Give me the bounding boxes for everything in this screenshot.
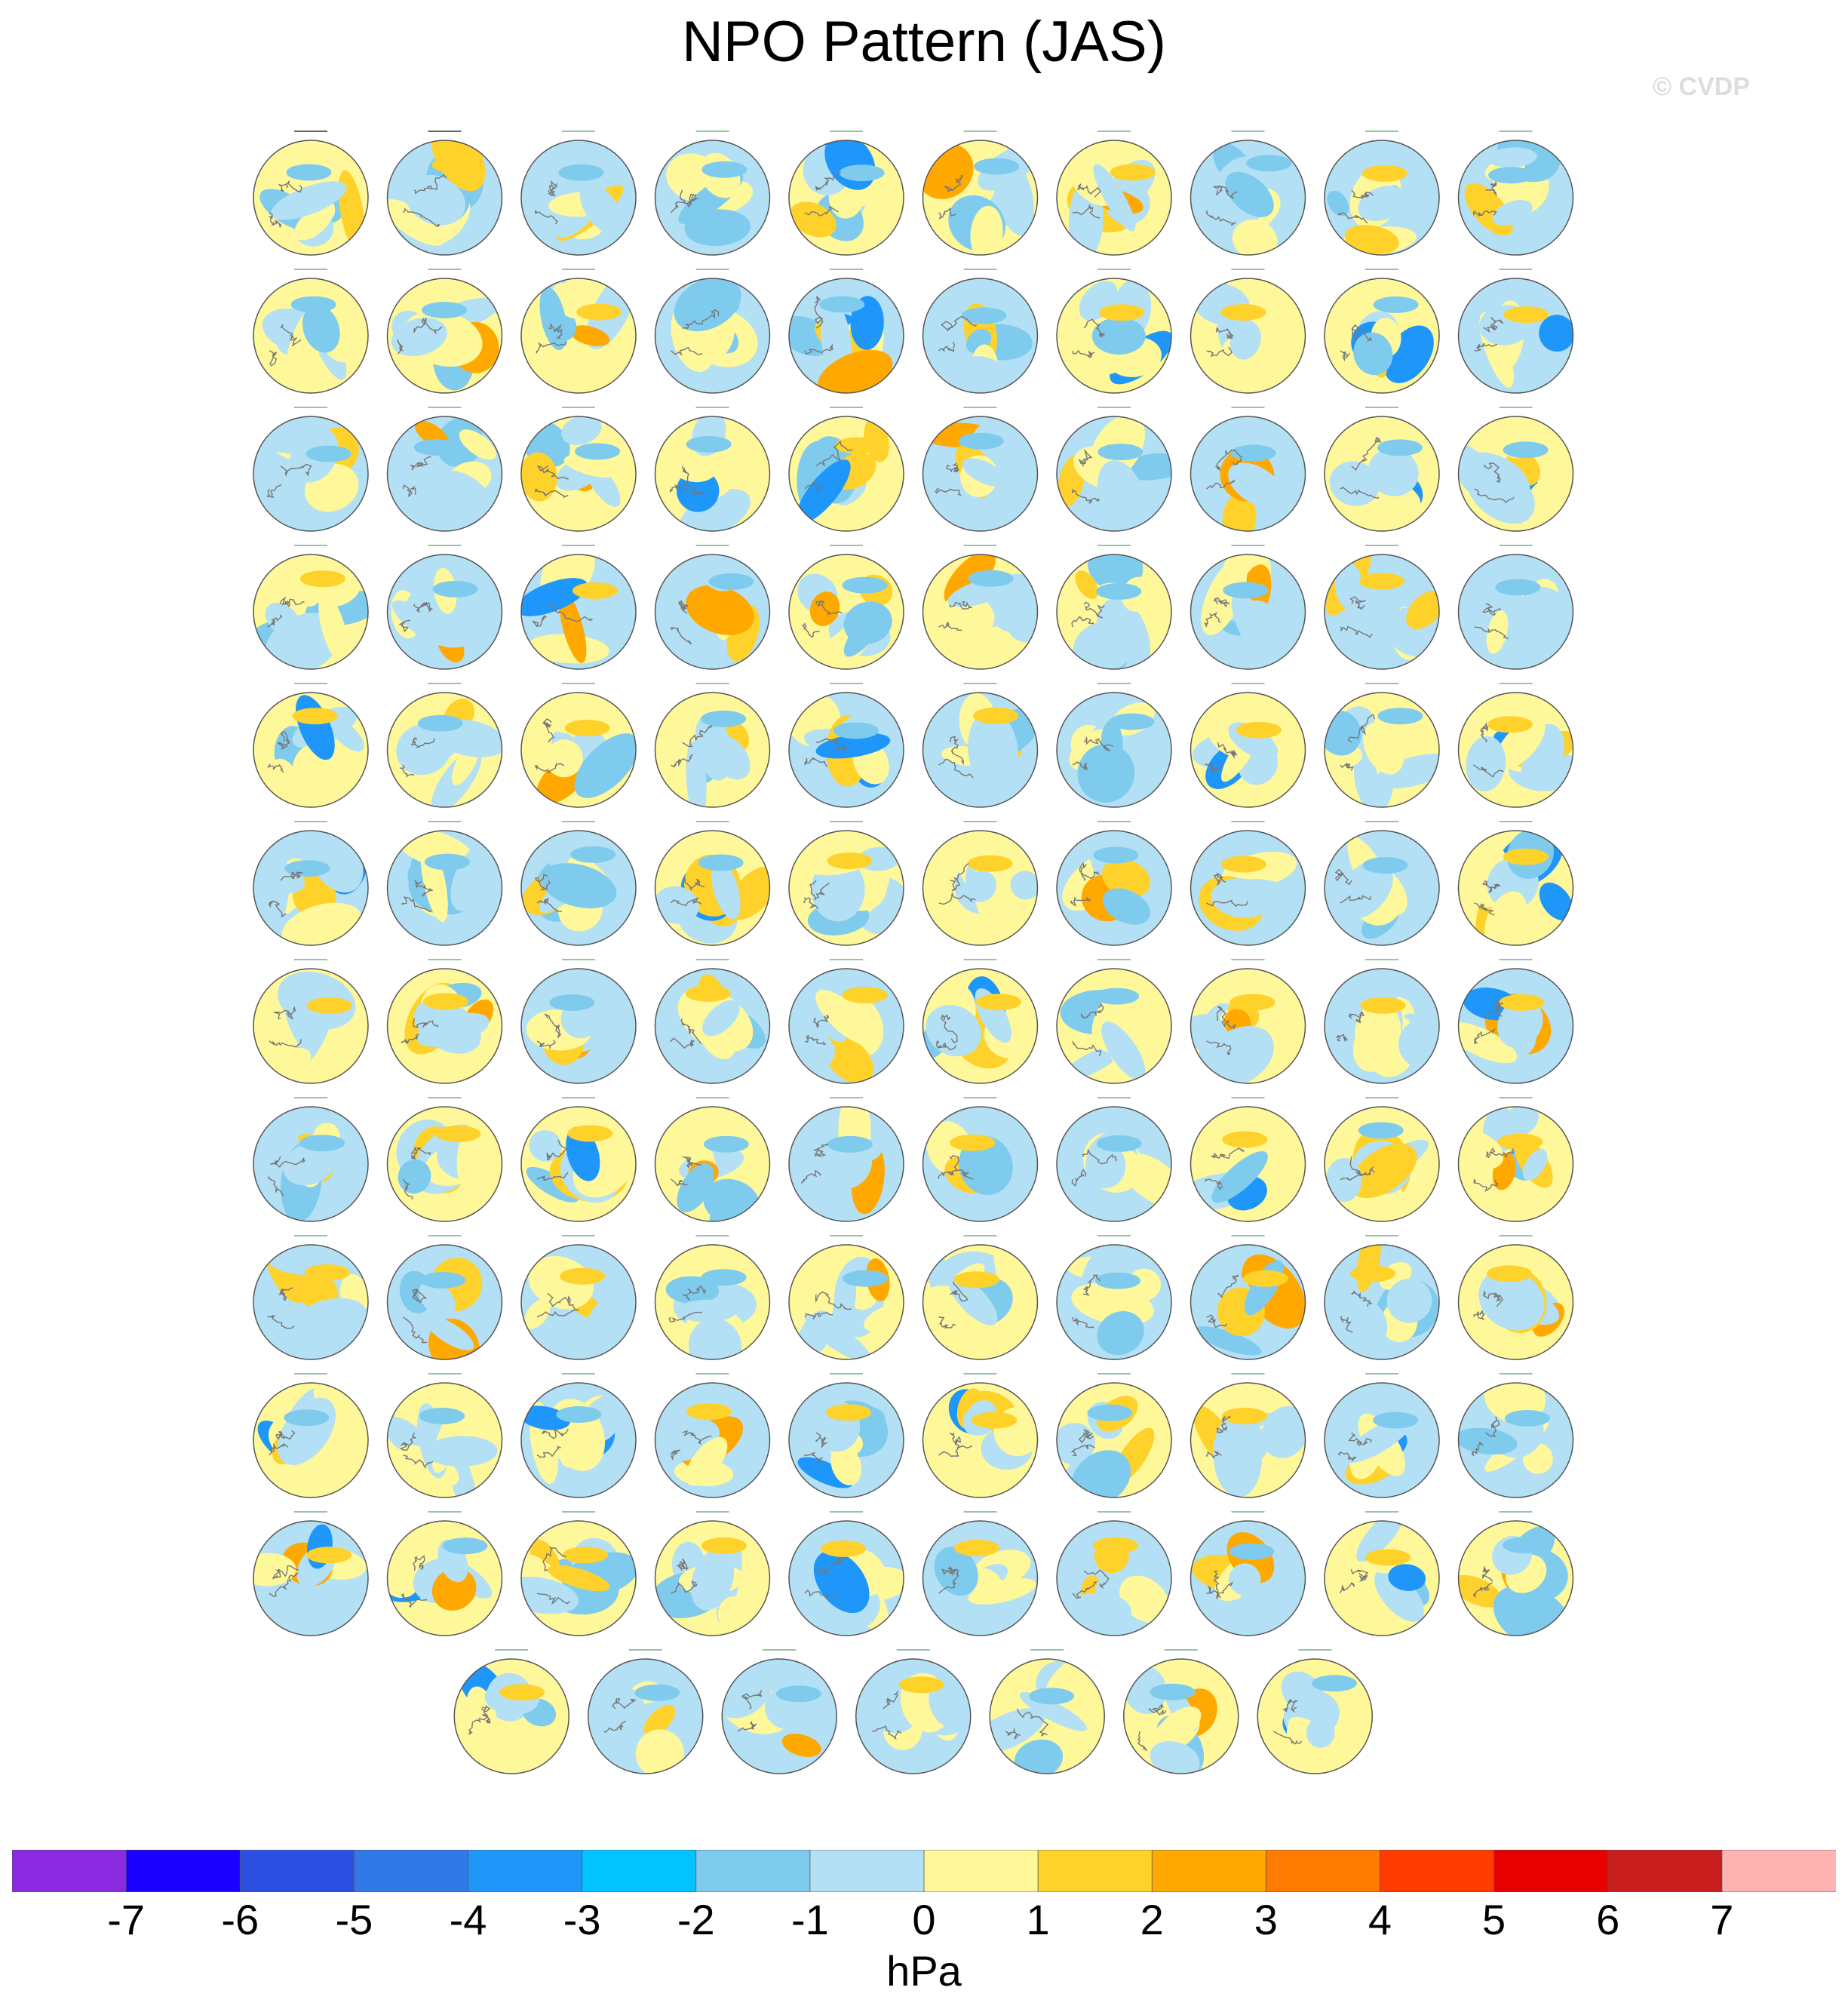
map-panel: [521, 960, 636, 1083]
map-panel: [388, 1236, 502, 1383]
map-panel: [1190, 822, 1306, 947]
map-panel: [1057, 269, 1181, 394]
map-panel: [1119, 1650, 1239, 1784]
map-panel: [1325, 1098, 1439, 1243]
colorbar-bin: [924, 1850, 1039, 1892]
map-panel: [1325, 822, 1439, 945]
map-panel: [1051, 819, 1171, 945]
map-panel: [238, 545, 382, 686]
colorbar-bin: [582, 1850, 697, 1892]
map-panel: [386, 1098, 502, 1221]
map-panel: [374, 1512, 502, 1636]
map-panel: [1043, 1512, 1179, 1643]
map-panel: [655, 960, 773, 1083]
colorbar-bin: [240, 1850, 355, 1892]
map-panel: [386, 533, 502, 669]
colorbar-tick-label: -6: [221, 1896, 259, 1943]
map-panel: [1441, 960, 1573, 1083]
map-panel: [1325, 1374, 1439, 1497]
map-panel: [253, 1223, 373, 1359]
map-panel: [923, 269, 1038, 413]
map-panel: [923, 542, 1047, 672]
colorbar-bin: [1722, 1850, 1836, 1892]
map-panel: [789, 545, 904, 686]
colorbar-tick-label: -7: [107, 1896, 146, 1943]
map-panel: [1459, 545, 1577, 670]
map-panel: [253, 960, 368, 1083]
map-panel: [1454, 1366, 1573, 1497]
map-panel: [655, 1098, 790, 1234]
map-panel: [1180, 960, 1306, 1099]
map-panel: [1045, 1236, 1171, 1363]
colorbar-bin: [1152, 1850, 1266, 1892]
colorbar-bin: [1380, 1850, 1495, 1892]
map-panel: [387, 269, 504, 393]
map-panel: [521, 265, 646, 393]
map-panel: [1325, 269, 1444, 393]
colorbar-bin: [12, 1850, 127, 1892]
map-panel: [905, 131, 1046, 263]
map-panel: [1191, 407, 1306, 545]
map-panel: [1459, 683, 1583, 807]
map-panel: [376, 1374, 502, 1524]
map-panel: [511, 530, 657, 669]
map-panel: [1459, 818, 1580, 956]
map-panel: [1184, 1374, 1318, 1498]
map-panel: [655, 536, 770, 669]
colorbar-bin: [1494, 1850, 1609, 1892]
colorbar-bin: [354, 1850, 468, 1892]
map-panel: [1191, 537, 1306, 671]
map-panel: [923, 1510, 1039, 1636]
map-panel: [250, 1374, 370, 1497]
map-panel: [1057, 960, 1171, 1104]
colorbar-tick-label: 0: [912, 1896, 936, 1943]
colorbar-bin: [1038, 1850, 1153, 1892]
colorbar-tick-label: 7: [1710, 1896, 1734, 1943]
map-panel: [788, 407, 904, 531]
map-panel: [655, 266, 770, 393]
map-panel: [645, 1364, 769, 1497]
colorbar: [12, 1850, 1836, 1892]
map-panel: [1447, 1512, 1582, 1662]
map-panel: [910, 1231, 1038, 1359]
colorbar-tick-label: 4: [1368, 1896, 1392, 1943]
map-panel: [1438, 395, 1573, 548]
colorbar-tick-label: -2: [677, 1896, 715, 1943]
map-panel: [919, 1098, 1039, 1221]
colorbar-bin: [126, 1850, 241, 1892]
map-panel: [253, 683, 370, 821]
map-panel: [704, 1650, 837, 1774]
map-panel: [576, 1650, 703, 1783]
map-panel: [376, 112, 502, 255]
map-panel: [1191, 1236, 1319, 1361]
map-panel: [1190, 683, 1306, 810]
map-panel: [772, 269, 904, 409]
map-panel: [1459, 1236, 1573, 1359]
colorbar-tick-label: 5: [1482, 1896, 1506, 1943]
map-panel: [843, 1650, 980, 1774]
colorbar-tick-label: -4: [449, 1896, 487, 1943]
map-panel: [789, 822, 919, 945]
map-panel: [253, 269, 379, 393]
map-panel: [789, 1512, 913, 1656]
map-panel: [229, 407, 369, 531]
map-panel: [521, 674, 650, 815]
map-panel: [514, 821, 636, 945]
map-panel: [1318, 540, 1451, 669]
map-panel: [646, 1512, 769, 1636]
map-panel: [1325, 1224, 1448, 1359]
map-panel: [1057, 683, 1171, 809]
copyright-label: © CVDP: [1653, 72, 1750, 101]
map-panel: [521, 1098, 648, 1221]
map-panel: [783, 683, 904, 807]
colorbar-tick-label: 1: [1026, 1896, 1050, 1943]
map-panel: [907, 960, 1037, 1083]
colorbar-bin: [696, 1850, 811, 1892]
map-panel: [1325, 960, 1450, 1095]
map-panel: [511, 407, 636, 531]
map-panel: [1325, 1501, 1439, 1636]
colorbar-tick-label: 6: [1596, 1896, 1620, 1943]
map-panel: [1456, 118, 1573, 255]
map-panel: [388, 683, 511, 820]
colorbar-bin: [1266, 1850, 1380, 1892]
map-panel: [650, 407, 775, 548]
map-panel: [782, 960, 904, 1093]
map-panel: [235, 1512, 368, 1636]
map-panel: [1190, 1512, 1306, 1636]
map-panel: [1191, 131, 1306, 267]
map-panel: [521, 131, 645, 255]
map-panel: [1257, 1650, 1372, 1796]
map-panel: [641, 131, 769, 255]
colorbar-bin: [468, 1850, 583, 1892]
map-panel: [1045, 1374, 1171, 1517]
colorbar-bin: [810, 1850, 925, 1892]
map-panel: [253, 131, 370, 255]
map-panel: [375, 407, 511, 542]
map-panel: [1312, 683, 1458, 814]
map-panel: [923, 683, 1055, 807]
map-panel: [655, 1236, 770, 1381]
map-panel: [1057, 533, 1171, 687]
map-panel: [1189, 269, 1316, 404]
colorbar-bin: [1608, 1850, 1723, 1892]
map-panel: [789, 1374, 904, 1497]
map-panel: [784, 124, 904, 255]
map-panel: [923, 822, 1045, 945]
map-panel: [253, 1098, 368, 1224]
map-panel: [388, 820, 514, 945]
map-panel: [789, 1089, 904, 1228]
colorbar-tick-label: -3: [563, 1896, 601, 1943]
colorbar-units-label: hPa: [886, 1947, 962, 1995]
map-panel: [1325, 407, 1449, 531]
map-panel: [450, 1650, 569, 1774]
colorbar-tick-label: -1: [790, 1896, 829, 1943]
map-panel: [388, 960, 502, 1083]
colorbar-tick-label: 3: [1254, 1896, 1278, 1943]
map-panel: [923, 1374, 1045, 1497]
colorbar-tick-label: 2: [1140, 1896, 1164, 1943]
colorbar-tick-label: -5: [335, 1896, 373, 1943]
map-panel: [655, 670, 770, 822]
map-panel: [1444, 1098, 1573, 1221]
page-title: NPO Pattern (JAS): [682, 10, 1166, 74]
map-panel: [1053, 404, 1190, 536]
map-panel: [1322, 131, 1439, 260]
map-panel: [517, 1374, 636, 1497]
map-panel: [789, 1236, 909, 1370]
map-panel: [519, 1236, 645, 1359]
map-panel: [1459, 269, 1577, 393]
map-panel: [241, 819, 375, 960]
map-panel: [1057, 131, 1171, 260]
map-panel: [1187, 1098, 1306, 1221]
map-panel: [963, 1646, 1118, 1784]
map-panel: [1057, 1098, 1196, 1221]
map-panel: [650, 822, 787, 952]
map-panel: [920, 407, 1037, 531]
map-panel: [499, 1512, 644, 1636]
colorbar-tick-labels: [0, 1895, 1848, 1948]
